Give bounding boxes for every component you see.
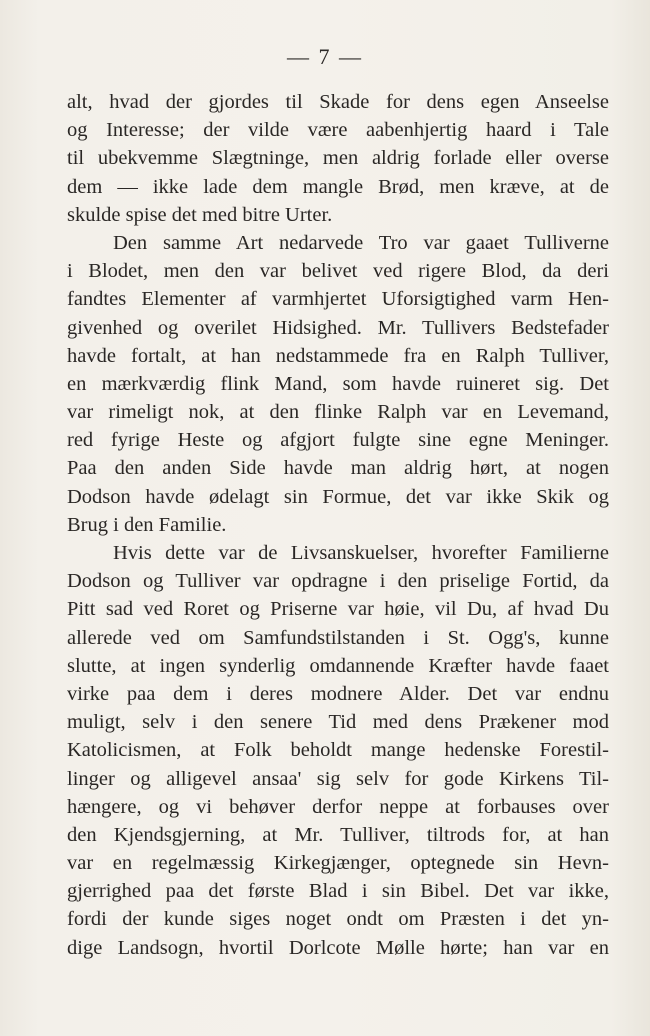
text-line: muligt, selv i den senere Tid med dens Prækener mod	[67, 711, 609, 734]
text-line: og Interesse; der vilde være aabenhjertig haard i Tale	[67, 119, 609, 142]
body-text	[67, 88, 609, 962]
text-line: alt, hvad der gjordes til Skade for dens egen Anseelse	[67, 91, 609, 113]
text-line: var en regelmæssig Kirkegjænger, optegnede sin Hevn-	[67, 852, 609, 875]
text-line: Dodson havde ødelagt sin Formue, det var ikke Skik og	[67, 485, 609, 508]
text-line: havde fortalt, at han nedstammede fra en Ralph Tulliver,	[67, 344, 609, 367]
text-line: givenhed og overilet Hidsighed. Mr. Tullivers Bedstefader	[67, 316, 609, 339]
text-line: skulde spise det med bitre Urter.	[67, 203, 333, 226]
text-line: virke paa dem i deres modnere Alder. Det var endnu	[67, 682, 609, 705]
text-line: red fyrige Heste og afgjort fulgte sine egne Meninger.	[67, 429, 609, 452]
text-line: linger og alligevel ansaa' sig selv for gode Kirkens Til-	[67, 767, 609, 790]
text-line: var rimeligt nok, at den flinke Ralph var en Levemand,	[67, 401, 609, 424]
text-line: allerede ved om Samfundstilstanden i St. Ogg's, kunne	[67, 626, 609, 649]
text-line: den Kjendsgjerning, at Mr. Tulliver, tiltrods for, at han	[67, 823, 609, 846]
text-line: Brug i den Familie.	[67, 513, 227, 536]
text-line: Katolicismen, at Folk beholdt mange hedenske Forestil-	[67, 739, 609, 762]
text-line: Pitt sad ved Roret og Priserne var høie, vil Du, af hvad Du	[67, 598, 609, 621]
text-line: hængere, og vi behøver derfor neppe at forbauses over	[67, 795, 609, 818]
text-line: dige Landsogn, hvortil Dorlcote Mølle hørte; han var en	[67, 936, 609, 959]
text-line: til ubekvemme Slægtninge, men aldrig forlade eller overse	[67, 147, 609, 170]
text-line: Hvis dette var de Livsanskuelser, hvorefter Familierne	[113, 542, 609, 564]
text-line: fandtes Elementer af varmhjertet Uforsigtighed varm Hen-	[67, 288, 609, 311]
text-line: Den samme Art nedarvede Tro var gaaet Tulliverne	[113, 231, 609, 254]
page-number: — 7 —	[287, 44, 363, 69]
text-line: slutte, at ingen synderlig omdannende Kræfter havde faaet	[67, 654, 609, 677]
text-line: Dodson og Tulliver var opdragne i den priselige Fortid, da	[67, 570, 609, 593]
text-line: en mærkværdig flink Mand, som havde ruineret sig. Det	[67, 372, 609, 395]
text-line: Paa den anden Side havde man aldrig hørt, at nogen	[67, 457, 609, 480]
text-line: fordi der kunde siges noget ondt om Præsten i det yn-	[67, 908, 609, 931]
text-line: dem — ikke lade dem mangle Brød, men kræve, at de	[67, 175, 609, 198]
text-line: gjerrighed paa det første Blad i sin Bibel. Det var ikke,	[67, 880, 609, 903]
text-line: i Blodet, men den var belivet ved rigere Blod, da deri	[67, 260, 609, 283]
